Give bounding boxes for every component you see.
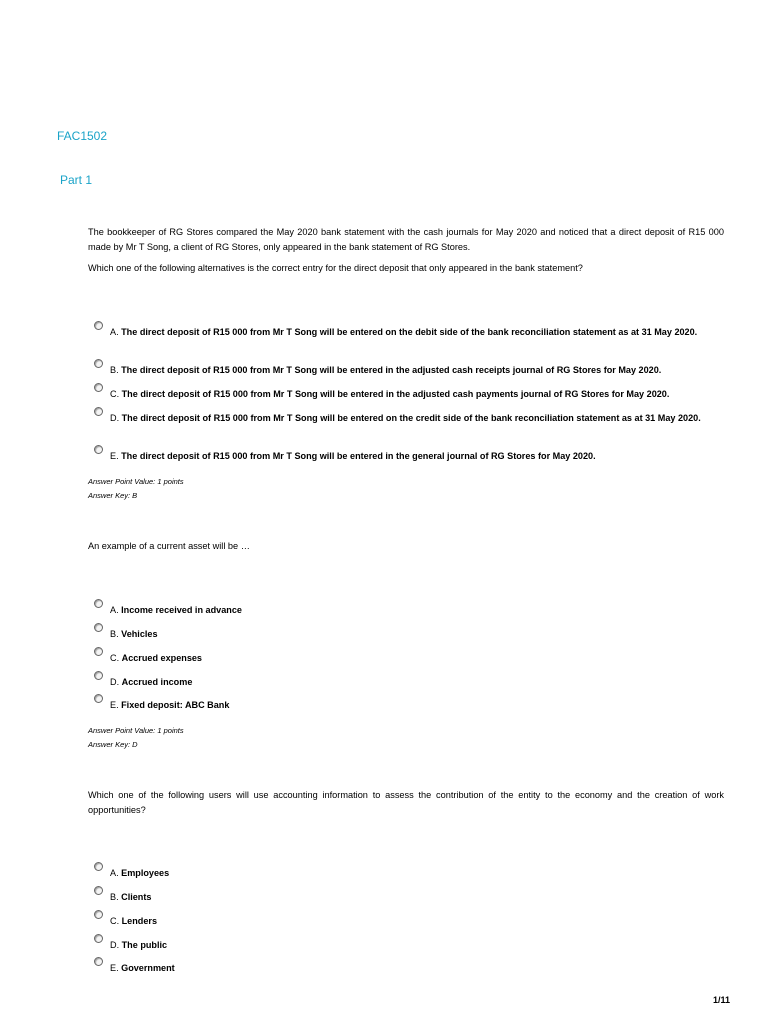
- option-text: [88, 628, 728, 642]
- option-letter: D.: [110, 677, 120, 687]
- option-text: [88, 676, 728, 690]
- option-letter: D.: [110, 413, 120, 423]
- option-body: Employees: [121, 868, 170, 878]
- radio-button[interactable]: [94, 383, 103, 392]
- radio-button[interactable]: [94, 445, 103, 454]
- option-body: The direct deposit of R15 000 from Mr T Song will be entered in the adjusted cash receipts journal of RG Stores for May 2020.: [121, 365, 662, 375]
- option-letter: D.: [110, 940, 120, 950]
- option-letter: A.: [110, 868, 119, 878]
- option-body: The direct deposit of R15 000 from Mr T Song will be entered on the credit side of the bank reconciliation statement as at 31 May 2020.: [121, 413, 701, 423]
- radio-button[interactable]: [94, 934, 103, 943]
- option-text: [88, 962, 728, 976]
- option-letter: A.: [110, 327, 119, 337]
- radio-button[interactable]: [94, 321, 103, 330]
- radio-button[interactable]: [94, 359, 103, 368]
- q2-point-value: Answer Point Value: 1 points: [88, 726, 184, 735]
- q3-option-c[interactable]: [88, 915, 728, 929]
- q1-point-value: Answer Point Value: 1 points: [88, 477, 184, 486]
- option-text: [88, 699, 728, 713]
- radio-button[interactable]: [94, 957, 103, 966]
- q2-option-b[interactable]: [88, 628, 728, 642]
- option-letter: B.: [110, 629, 119, 639]
- q3-option-b[interactable]: [88, 891, 728, 905]
- option-body: Lenders: [121, 916, 158, 926]
- q1-option-e[interactable]: [88, 450, 728, 464]
- option-letter: C.: [110, 653, 120, 663]
- q1-option-c[interactable]: [88, 388, 728, 402]
- question-1-prompt: Which one of the following alternatives is the correct entry for the direct deposit that only appeared in the bank statement?: [88, 263, 583, 273]
- option-body: Income received in advance: [121, 605, 242, 615]
- option-letter: C.: [110, 916, 120, 926]
- option-body: The direct deposit of R15 000 from Mr T Song will be entered on the debit side of the bank reconciliation statement as at 31 May 2020.: [121, 327, 698, 337]
- option-body: Accrued income: [121, 677, 193, 687]
- q1-option-a[interactable]: [88, 326, 728, 340]
- radio-button[interactable]: [94, 647, 103, 656]
- radio-button[interactable]: [94, 886, 103, 895]
- option-body: Accrued expenses: [121, 653, 202, 663]
- q1-answer-key: Answer Key: B: [88, 491, 138, 500]
- option-text: [88, 412, 728, 426]
- page-number: 1/11: [713, 995, 731, 1005]
- option-body: Vehicles: [121, 629, 158, 639]
- q2-option-d[interactable]: [88, 676, 728, 690]
- question-3-stem: Which one of the following users will use accounting information to assess the contribution of the entity to the economy and the creation of work opportunities?: [88, 790, 724, 815]
- question-1-stem: The bookkeeper of RG Stores compared the May 2020 bank statement with the cash journals for May 2020 and noticed that a direct deposit of R15 000 made by Mr T Song, a client of RG Stores, only appeared in the bank statement of RG Stores.: [88, 227, 724, 252]
- option-body: The public: [121, 940, 168, 950]
- question-2-stem: An example of a current asset will be …: [88, 541, 250, 551]
- q3-option-d[interactable]: [88, 939, 728, 953]
- option-letter: B.: [110, 365, 119, 375]
- option-letter: C.: [110, 389, 120, 399]
- option-text: [88, 939, 728, 953]
- radio-button[interactable]: [94, 599, 103, 608]
- option-body: The direct deposit of R15 000 from Mr T Song will be entered in the general journal of RG Stores for May 2020.: [121, 451, 596, 461]
- radio-button[interactable]: [94, 671, 103, 680]
- option-body: Fixed deposit: ABC Bank: [121, 700, 230, 710]
- part-heading: Part 1: [60, 173, 93, 187]
- option-text: [88, 364, 728, 378]
- q3-option-a[interactable]: [88, 867, 728, 881]
- option-text: [88, 388, 728, 402]
- option-body: The direct deposit of R15 000 from Mr T Song will be entered in the adjusted cash payments journal of RG Stores for May 2020.: [121, 389, 670, 399]
- option-letter: B.: [110, 892, 119, 902]
- question-3-text: [88, 788, 724, 824]
- option-letter: A.: [110, 605, 119, 615]
- q3-option-e[interactable]: [88, 962, 728, 976]
- option-letter: E.: [110, 963, 119, 973]
- q1-option-b[interactable]: [88, 364, 728, 378]
- option-text: [88, 915, 728, 929]
- option-body: Clients: [121, 892, 152, 902]
- q2-option-a[interactable]: [88, 604, 728, 618]
- option-text: [88, 652, 728, 666]
- q2-answer-key: Answer Key: D: [88, 740, 138, 749]
- option-letter: E.: [110, 451, 119, 461]
- q1-option-d[interactable]: [88, 412, 728, 426]
- question-1-text: [88, 225, 724, 283]
- q2-option-c[interactable]: [88, 652, 728, 666]
- radio-button[interactable]: [94, 694, 103, 703]
- option-text: [88, 450, 728, 464]
- option-text: [88, 604, 728, 618]
- option-text: [88, 891, 728, 905]
- radio-button[interactable]: [94, 862, 103, 871]
- radio-button[interactable]: [94, 623, 103, 632]
- question-2-text: [88, 539, 724, 561]
- option-letter: E.: [110, 700, 119, 710]
- radio-button[interactable]: [94, 910, 103, 919]
- q2-option-e[interactable]: [88, 699, 728, 713]
- course-code: FAC1502: [57, 129, 108, 143]
- radio-button[interactable]: [94, 407, 103, 416]
- option-text: [88, 326, 728, 340]
- option-text: [88, 867, 728, 881]
- option-body: Government: [121, 963, 175, 973]
